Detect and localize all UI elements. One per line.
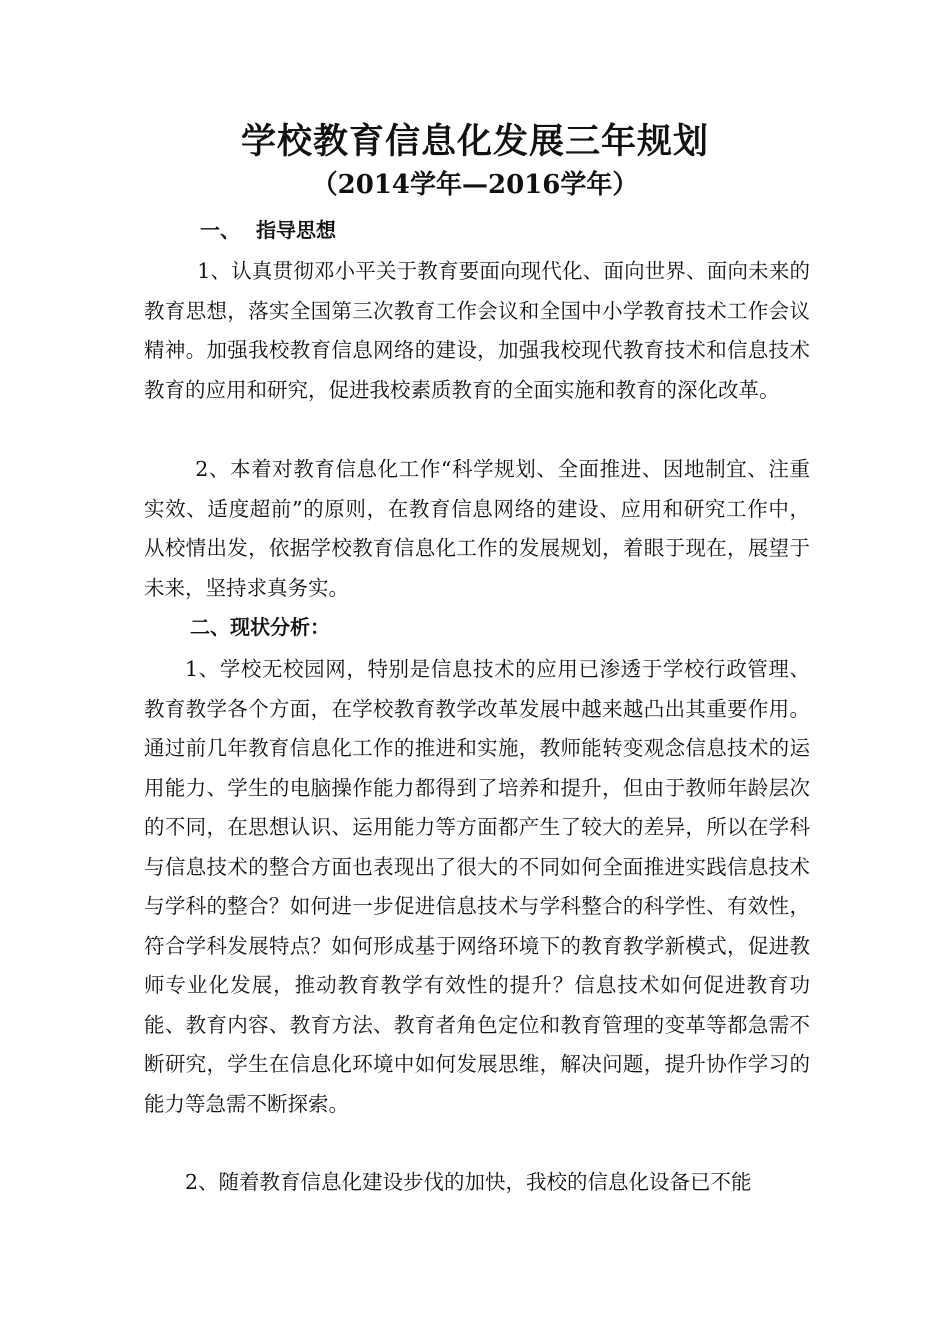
paragraph: 1、认真贯彻邓小平关于教育要面向现代化、面向世界、面向未来的教育思想，落实全国第三次教育工作会议和全国中小学教育技术工作会议精神。加强我校教育信息网络的建设，加强我校现代教育技术和信息技术教育的应用和研究，促进我校素质教育的全面实施和教育的深化改革。 (144, 259, 810, 402)
document-subtitle: （2014学年—2016学年） (311, 170, 639, 200)
document-title: 学校教育信息化发展三年规划 (240, 121, 709, 162)
section-heading-status-analysis: 二、现状分析： (190, 615, 330, 639)
paragraph: 2、本着对教育信息化工作“科学规划、全面推进、因地制宜、注重实效、适度超前”的原则，在教育信息网络的建设、应用和研究工作中，从校情出发，依据学校教育信息化工作的发展规划，着眼于现在，展望于未来，坚持求真务实。 (144, 457, 810, 600)
section-heading-text: 指导思想 (256, 218, 336, 242)
paragraph: 2、随着教育信息化建设步伐的加快，我校的信息化设备已不能 (185, 1170, 752, 1194)
section-heading-guiding-ideology (200, 215, 336, 245)
section-number: 一、 (200, 218, 240, 242)
paragraph: 1、学校无校园网，特别是信息技术的应用已渗透于学校行政管理、教育教学各个方面，在学校教育教学改革发展中越来越凸出其重要作用。通过前几年教育信息化工作的推进和实施，教师能转变观念信息技术的运用能力、学生的电脑操作能力都得到了培养和提升，但由于教师年龄层次的不同，在思想认识、运用能力等方面都产生了较大的差异，所以在学科与信息技术的整合方面也表现出了很大的不同如何全面推进实践信息技术与学科的整合？如何进一步促进信息技术与学科整合的科学性、有效性，符合学科发展特点？如何形成基于网络环境下的教育教学新模式，促进教师专业化发展，推动教育教学有效性的提升？信息技术如何促进教育功能、教育内容、教育方法、教育者角色定位和教育管理的变革等都急需不断研究，学生在信息化环境中如何发展思维，解决问题，提升协作学习的能力等急需不断探索。 (144, 657, 810, 1116)
